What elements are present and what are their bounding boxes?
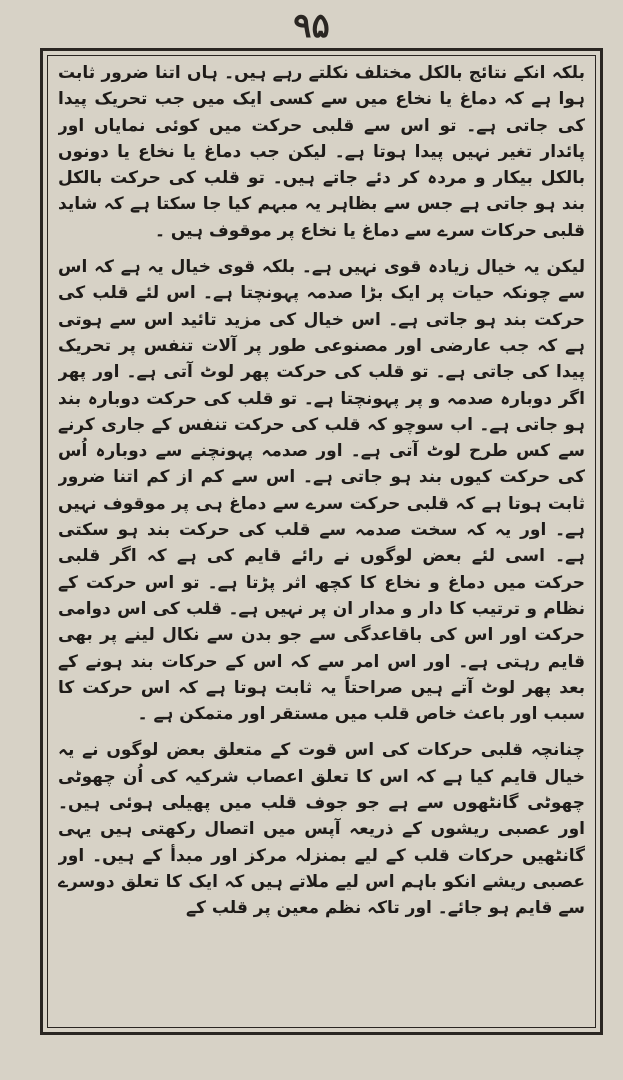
page-number: ۹۵ [293,6,330,46]
paragraph-1: بلکہ انکے نتائج بالکل مختلف نکلتے رہے ہیں۔ ہاں اتنا ضرور ثابت ہوا ہے کہ دماغ یا نخاع میں سے کسی ایک میں جب تحریک پیدا کی جاتی ہے۔ تو اس سے قلبی حرکت میں کوئی نمایاں اور پائدار تغیر نہیں پیدا ہوتا ہے۔ لیکن جب دماغ یا نخاع یا دونوں بالکل بیکار و مردہ کر دئے جاتے ہیں۔ تو قلب کی حرکت بالکل بند ہو جاتی ہے جس سے بظاہر یہ مبہم کیا جا سکتا ہے کہ شاید قلبی حرکات سرے سے دماغ یا نخاع پر موقوف ہیں ۔ [58,63,585,241]
paragraph-3: چنانچہ قلبی حرکات کی اس قوت کے متعلق بعض لوگوں نے یہ خیال قایم کیا ہے کہ اس کا تعلق اعصاب شرکیہ کی اُن چھوٹی چھوٹی گانٹھوں سے ہے جو جوف قلب میں پھیلی ہوئی ہیں۔ اور عصبی ریشوں کے ذریعہ آپس میں اتصال رکھتی ہیں یہی گانٹھیں حرکات قلب کے لیے بمنزلہ مرکز اور مبدأ کے ہیں۔ اور عصبی ریشے انکو باہم اس لیے ملاتے ہیں کہ ایک کا تعلق دوسرے سے قایم ہو جائے۔ اور تاکہ نظم معین پر قلب کے [58,740,585,919]
paragraph-2: لیکن یہ خیال زیادہ قوی نہیں ہے۔ بلکہ قوی خیال یہ ہے کہ اس سے چونکہ حیات پر ایک بڑا صدمہ پہونچتا ہے۔ اس لئے قلب کی حرکت بند ہو جاتی ہے۔ اس خیال کی مزید تائید اس سے ہوتی ہے کہ جب عارضی اور مصنوعی طور پر آلات تنفس پر تحریک پیدا کی جاتی ہے۔ تو قلب کی حرکت پھر لوٹ آتی ہے۔ اور پھر اگر دوبارہ صدمہ و پر پہونچتا ہے۔ تو قلب کی حرکت دوبارہ بند ہو جاتی ہے۔ اب سوچو کہ قلب کی حرکت تنفس کے جاری کرنے سے کس طرح لوٹ آتی ہے۔ اور صدمہ پہونچنے سے دوبارہ اُس کی حرکت کیوں بند ہو جاتی ہے۔ اس سے کم از کم اتنا ضرور ثابت ہوتا ہے کہ قلبی حرکت سرے سے دماغ ہی پر موقوف نہیں ہے۔ اور یہ کہ سخت صدمہ سے قلب کی حرکت بند ہو سکتی ہے۔ اسی لئے بعض لوگوں نے رائے قایم کی ہے کہ اگر قلبی حرکت میں دماغ و نخاع کا کچھ اثر پڑتا ہے۔ تو اس حرکت کے نظام و ترتیب کا دار و مدار ان پر نہیں ہے۔ قلب کی اس دوامی حرکت اور اس کی باقاعدگی سے جو بدن سے نکال لینے پر بھی قایم رہتی ہے۔ اور اس امر سے کہ اس کے حرکات بند ہونے کے بعد پھر لوٹ آتے ہیں صراحتاً یہ ثابت ہوتا ہے کہ اس حرکت کا سبب اور باعث خاص قلب میں مستقر اور متمکن ہے ۔ [58,257,585,725]
body-text [58,60,585,1020]
